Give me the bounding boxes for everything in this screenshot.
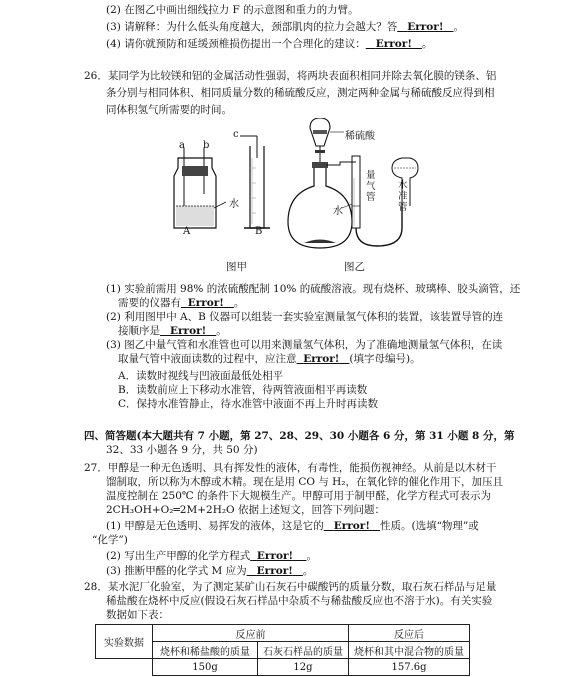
table-header-after: 反应后 xyxy=(349,625,470,642)
q27-line4: 2CH₃OH+O₂═2M+2H₂O 依据上述短文，回答下列问题： xyxy=(106,504,386,516)
q27-line2: 馏制取，所以称为木醇或木精。现在是用 CO 与 H₂，在氧化锌的催化作用下，加压且 xyxy=(106,476,504,488)
q26-line3: 同体积氢气所需要的时间。 xyxy=(106,104,232,116)
label-water2: 水 xyxy=(333,206,343,217)
label-gas-tube: 量气管 xyxy=(366,170,376,203)
error-text: Error! xyxy=(375,38,412,50)
label-b: b xyxy=(203,140,210,151)
label-a: a xyxy=(179,140,185,151)
q28-data-table xyxy=(95,624,470,676)
q28-line3: 数据如下表： xyxy=(106,609,169,621)
label-c: c xyxy=(233,129,239,140)
q27-sub1: (1) 甲醇是无色透明、易挥发的液体，这是它的 Error! 性质。(选填“物理”或 xyxy=(106,520,479,532)
q26-line1: 26．某同学为比较镁和铝的金属活动性强弱，将两块表面积相同并除去氧化膜的镁条、铝 xyxy=(84,70,497,82)
error-text: Error! xyxy=(187,297,224,309)
error-text: Error! xyxy=(303,353,340,365)
table-value-beaker-mixture: 157.6g xyxy=(349,659,470,676)
label-A: A xyxy=(183,226,191,237)
table-col-beaker-acid: 烧杯和稀盐酸的质量 xyxy=(153,642,258,659)
error-text: Error! xyxy=(333,520,370,532)
label-B: B xyxy=(255,226,263,237)
caption-fig-yi: 图乙 xyxy=(344,261,365,273)
q27-sub2: (2) 写出生产甲醇的化学方程式 Error! 。 xyxy=(106,550,317,562)
caption-fig-jia: 图甲 xyxy=(226,261,247,273)
label-level-tube: 水准管 xyxy=(398,180,408,213)
q26-sub1: (1) 实验前需用 98% 的浓硫酸配制 10% 的硫酸溶液。现有烧杯、玻璃棒、胶头滴管，还 xyxy=(106,283,521,295)
q27-line1: 27．甲醇是一种无色透明、具有挥发性的液体，有毒性，能损伤视神经。从前是以木材干 xyxy=(84,462,497,474)
error-text: Error! xyxy=(170,325,207,337)
error-text: Error! xyxy=(256,550,294,562)
error-text: Error! xyxy=(256,565,293,577)
q26-line2: 条分别与相同体积、相同质量分数的稀硫酸反应，测定两种金属与稀硫酸反应得到相 xyxy=(106,87,495,99)
q26-option-b: B．读数前应上下移动水准管，待两管液面相平再读数 xyxy=(118,384,368,396)
q26-sub3-cont: 取量气管中液面读数的过程中，应注意 Error! (填字母编号)。 xyxy=(118,353,421,365)
q27-sub1-cont: “化学”) xyxy=(92,534,128,546)
q26-option-c: C．保持水准管静止，待水准管中液面不再上升时再读数 xyxy=(118,398,379,410)
q26-sub3: (3) 图乙中量气管和水准管也可以用来测量氢气体积，为了准确地测量氢气体积，在读 xyxy=(106,339,503,351)
q28-line1: 28．某水泥厂化验室，为了测定某矿山石灰石中碳酸钙的质量分数，取石灰石样品与足量 xyxy=(84,581,497,593)
q26-sub2: (2) 利用图甲中 A、B 仪器可以组装一套实验室测量氢气体积的装置，该装置导管的连 xyxy=(106,311,504,323)
q27-line3: 温度控制在 250℃ 的条件下大规模生产。甲醇可用于制甲醛，化学方程式可表示为 xyxy=(106,490,491,502)
q25-sub3: (3) 请解释：为什么低头角度越大，颈部肌肉的拉力会越大？答 Error! 。 xyxy=(106,21,464,33)
q25-sub2: (2) 在图乙中画出细线拉力 F 的示意图和重力的力臂。 xyxy=(106,4,359,16)
label-dilute-sulfuric-acid: 稀硫酸 xyxy=(345,131,375,142)
q26-option-a: A．读数时视线与凹液面最低处相平 xyxy=(118,370,284,382)
q26-sub2-cont: 接顺序是 Error! 。 xyxy=(118,325,227,337)
table-row-label: 实验数据 xyxy=(96,625,153,659)
table-header-before: 反应前 xyxy=(153,625,349,642)
table-col-limestone: 石灰石样品的质量 xyxy=(258,642,349,659)
q28-line2: 稀盐酸在烧杯中反应(假设石灰石样品中杂质不与稀盐酸反应也不溶于水)。有关实验 xyxy=(106,595,493,607)
section4-heading: 四、简答题(本大题共有 7 小题，第 27、28、29、30 小题各 6 分，第 31 小题 8 分，第 xyxy=(84,430,515,442)
table-col-beaker-mixture: 烧杯和其中混合物的质量 xyxy=(349,642,470,659)
q27-sub3: (3) 推断甲醛的化学式 M 应为 Error! 。 xyxy=(106,565,314,577)
table-value-beaker-acid: 150g xyxy=(153,659,258,676)
table-value-limestone: 12g xyxy=(258,659,349,676)
figure-jia-apparatus xyxy=(160,128,275,238)
q26-sub1-cont: 需要的仪器有 Error! 。 xyxy=(118,297,245,309)
q25-sub4: (4) 请你就预防和延缓颈椎损伤提出一个合理化的建议： Error! 。 xyxy=(106,38,433,50)
section4-heading-cont: 32、33 小题各 9 分，共 50 分) xyxy=(106,444,258,456)
label-water: 水 xyxy=(229,199,239,210)
error-text: Error! xyxy=(407,21,444,33)
